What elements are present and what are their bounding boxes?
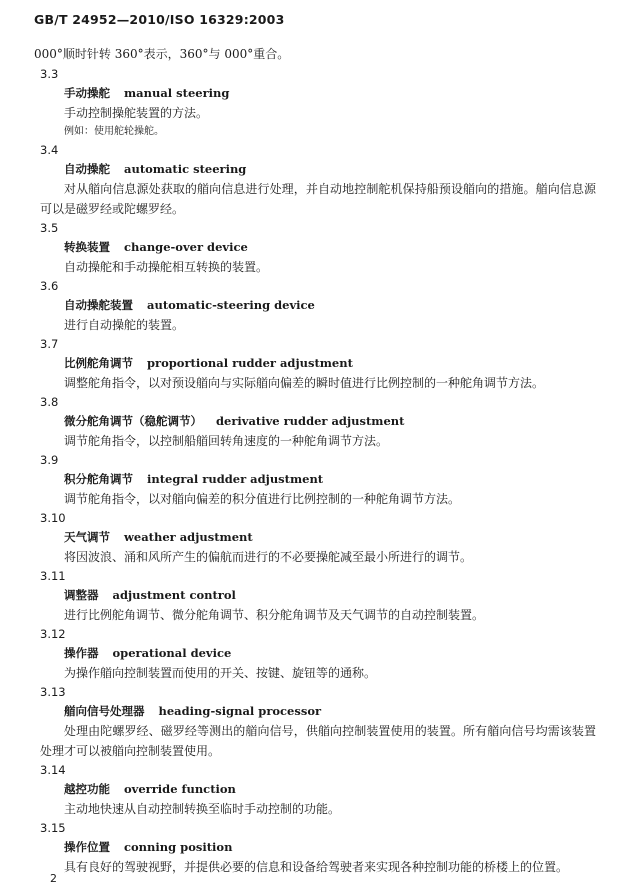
clause-3-4	[0, 141, 632, 219]
definition: 进行比例舵角调节、微分舵角调节、积分舵角调节及天气调节的自动控制装置。	[64, 608, 485, 622]
term-line	[64, 644, 632, 663]
standard-header: GB/T 24952—2010/ISO 16329:2003	[34, 12, 285, 27]
definition: 手动控制操舵装置的方法。	[64, 106, 209, 120]
clause-number: 3.3	[40, 67, 59, 81]
definition: 调节舵角指令，以对艏向偏差的积分值进行比例控制的一种舵角调节方法。	[64, 492, 461, 506]
definition: 处理由陀螺罗经、磁罗经等测出的艏向信号，供艏向控制装置使用的装置。所有艏向信号均需该装置处理才可以被艏向控制装置使用。	[40, 724, 596, 758]
definition: 调整舵角指令，以对预设艏向与实际艏向偏差的瞬时值进行比例控制的一种舵角调节方法。	[64, 376, 545, 390]
term-english: operational device	[112, 646, 232, 660]
definition: 主动地快速从自动控制转换至临时手动控制的功能。	[64, 802, 341, 816]
clause-3-3	[0, 65, 632, 141]
term-line	[64, 160, 632, 179]
clause-3-14	[0, 761, 632, 819]
clause-3-5	[0, 219, 632, 277]
term-line	[64, 470, 632, 489]
term-line	[64, 296, 632, 315]
term-english: derivative rudder adjustment	[216, 414, 405, 428]
clause-number: 3.10	[40, 511, 66, 525]
term-chinese: 调整器	[64, 588, 99, 602]
definition: 进行自动操舵的装置。	[64, 318, 185, 332]
term-line	[64, 238, 632, 257]
clause-number: 3.12	[40, 627, 66, 641]
clause-3-8	[0, 393, 632, 451]
clause-number: 3.6	[40, 279, 59, 293]
term-english: conning position	[124, 840, 233, 854]
term-line	[64, 84, 632, 103]
term-chinese: 越控功能	[64, 782, 110, 796]
term-line	[64, 528, 632, 547]
term-english: change-over device	[124, 240, 248, 254]
clause-number: 3.9	[40, 453, 59, 467]
clause-3-15	[0, 819, 632, 877]
term-english: adjustment control	[112, 588, 236, 602]
term-chinese: 天气调节	[64, 530, 110, 544]
term-line	[64, 354, 632, 373]
document-body	[0, 45, 632, 877]
term-line	[64, 702, 632, 721]
term-line	[64, 586, 632, 605]
clause-3-9	[0, 451, 632, 509]
term-english: proportional rudder adjustment	[147, 356, 353, 370]
clause-3-12	[0, 625, 632, 683]
term-chinese: 微分舵角调节（稳舵调节）	[64, 414, 202, 428]
term-chinese: 自动操舵装置	[64, 298, 133, 312]
clause-number: 3.4	[40, 143, 59, 157]
clause-number: 3.7	[40, 337, 59, 351]
term-english: heading-signal processor	[158, 704, 322, 718]
term-chinese: 转换装置	[64, 240, 110, 254]
definition: 将因波浪、涌和风所产生的偏航而进行的不必要操舵减至最小所进行的调节。	[64, 550, 473, 564]
clause-3-10	[0, 509, 632, 567]
clause-number: 3.5	[40, 221, 59, 235]
term-line	[64, 780, 632, 799]
term-chinese: 操作器	[64, 646, 99, 660]
clause-number: 3.13	[40, 685, 66, 699]
term-english: automatic-steering device	[147, 298, 315, 312]
term-chinese: 手动操舵	[64, 86, 110, 100]
clause-3-6	[0, 277, 632, 335]
clause-3-13	[0, 683, 632, 761]
term-english: weather adjustment	[124, 530, 253, 544]
example-note: 例如：使用舵轮操舵。	[64, 126, 164, 137]
term-english: integral rudder adjustment	[147, 472, 324, 486]
page-number: 2	[50, 872, 57, 885]
term-english: automatic steering	[124, 162, 247, 176]
clause-number: 3.8	[40, 395, 59, 409]
term-english: override function	[124, 782, 236, 796]
term-chinese: 积分舵角调节	[64, 472, 133, 486]
clause-3-7	[0, 335, 632, 393]
term-chinese: 比例舵角调节	[64, 356, 133, 370]
definition: 自动操舵和手动操舵相互转换的装置。	[64, 260, 269, 274]
term-chinese: 操作位置	[64, 840, 110, 854]
term-chinese: 艏向信号处理器	[64, 704, 145, 718]
term-line	[64, 838, 632, 857]
definition: 调节舵角指令，以控制船艏回转角速度的一种舵角调节方法。	[64, 434, 389, 448]
clause-number: 3.14	[40, 763, 66, 777]
clause-3-11	[0, 567, 632, 625]
clause-number: 3.11	[40, 569, 66, 583]
intro-line: 000°顺时针转 360°表示，360°与 000°重合。	[34, 47, 290, 61]
definition: 具有良好的驾驶视野，并提供必要的信息和设备给驾驶者来实现各种控制功能的桥楼上的位置。	[64, 860, 569, 874]
term-line	[64, 412, 632, 431]
clause-number: 3.15	[40, 821, 66, 835]
term-chinese: 自动操舵	[64, 162, 110, 176]
definition: 为操作艏向控制装置而使用的开关、按键、旋钮等的通称。	[64, 666, 377, 680]
definition: 对从艏向信息源处获取的艏向信息进行处理，并自动地控制舵机保持船预设艏向的措施。艏向信息源可以是磁罗经或陀螺罗经。	[40, 182, 596, 216]
term-english: manual steering	[124, 86, 230, 100]
